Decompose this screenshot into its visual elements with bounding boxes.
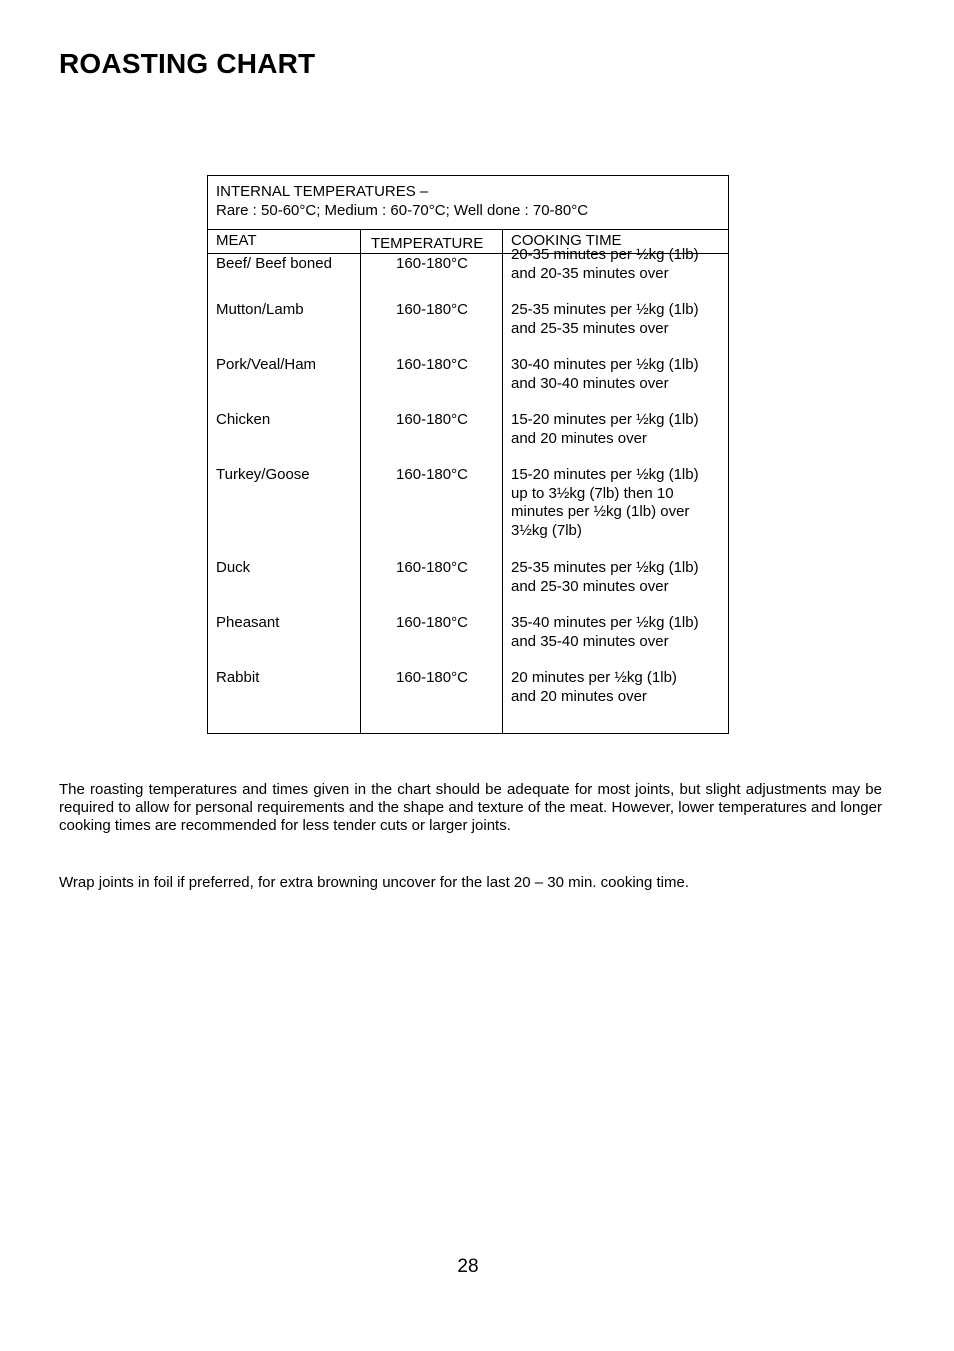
temperature-cell: 160-180°C <box>396 301 468 318</box>
meat-cell: Mutton/Lamb <box>216 301 304 318</box>
cooking-time-line: 20 minutes per ½kg (1lb) <box>511 669 677 686</box>
cooking-time-cell <box>511 246 723 283</box>
header-cooking-time: COOKING TIME <box>511 232 622 249</box>
temperature-cell: 160-180°C <box>396 356 468 373</box>
temperature-cell: 160-180°C <box>396 559 468 576</box>
cooking-time-cell <box>511 356 723 393</box>
cooking-time-line: up to 3½kg (7lb) then 10 <box>511 484 674 502</box>
cooking-time-cell <box>511 559 723 596</box>
foil-note: Wrap joints in foil if preferred, for extra browning uncover for the last 20 – 30 min. cooking time. <box>59 874 690 891</box>
cooking-time-line: 30-40 minutes per ½kg (1lb) <box>511 356 699 373</box>
meat-cell: Turkey/Goose <box>216 466 310 483</box>
cooking-time-cell <box>511 466 723 540</box>
cooking-time-cell <box>511 669 723 706</box>
cooking-time-line: 35-40 minutes per ½kg (1lb) <box>511 614 699 631</box>
temperature-cell: 160-180°C <box>396 411 468 428</box>
meat-cell: Pork/Veal/Ham <box>216 356 317 373</box>
doneness-temperatures: Rare : 50-60°C; Medium : 60-70°C; Well done : 70-80°C <box>216 201 589 219</box>
temperature-cell: 160-180°C <box>396 669 468 686</box>
cooking-time-cell <box>511 301 723 338</box>
cooking-time-line: and 30-40 minutes over <box>511 374 669 392</box>
adjustment-note: The roasting temperatures and times given in the chart should be adequate for most joints, but slight adjustments may be required to allow for personal requirements and the shape and texture of the meat. However, lower temperatures and longer cooking times are recommended for less tender cuts or larger joints. <box>59 781 882 835</box>
roasting-chart-table <box>207 175 729 734</box>
page-number: 28 <box>457 1256 479 1277</box>
cooking-time-line: 20-35 minutes per ½kg (1lb) <box>511 246 699 263</box>
cooking-time-line: and 20 minutes over <box>511 687 647 705</box>
internal-temperatures-box <box>208 176 728 230</box>
cooking-time-line: 15-20 minutes per ½kg (1lb) <box>511 466 699 483</box>
cooking-time-line: 25-35 minutes per ½kg (1lb) <box>511 301 699 318</box>
meat-cell: Beef/ Beef boned <box>216 255 332 272</box>
cooking-time-line: and 20 minutes over <box>511 429 647 447</box>
meat-cell: Chicken <box>216 411 271 428</box>
meat-cell: Duck <box>216 559 251 576</box>
cooking-time-line: 15-20 minutes per ½kg (1lb) <box>511 411 699 428</box>
page-title: ROASTING CHART <box>59 48 316 79</box>
cooking-time-line: 25-35 minutes per ½kg (1lb) <box>511 559 699 576</box>
cooking-time-line: minutes per ½kg (1lb) over <box>511 503 690 520</box>
cooking-time-line: and 25-35 minutes over <box>511 319 669 337</box>
cooking-time-line: and 35-40 minutes over <box>511 632 669 650</box>
cooking-time-line: 3½kg (7lb) <box>511 521 582 539</box>
cooking-time-cell <box>511 411 723 448</box>
temperature-cell: 160-180°C <box>396 614 468 631</box>
meat-cell: Rabbit <box>216 669 260 686</box>
cooking-time-line: and 25-30 minutes over <box>511 577 669 595</box>
cooking-time-line: and 20-35 minutes over <box>511 264 669 282</box>
header-meat: MEAT <box>216 232 257 249</box>
internal-temperatures-heading: INTERNAL TEMPERATURES – <box>216 183 429 200</box>
temperature-cell: 160-180°C <box>396 466 468 483</box>
cooking-time-cell <box>511 614 723 651</box>
meat-cell: Pheasant <box>216 614 280 631</box>
temperature-cell: 160-180°C <box>396 255 468 272</box>
header-temperature: TEMPERATURE <box>371 235 484 252</box>
